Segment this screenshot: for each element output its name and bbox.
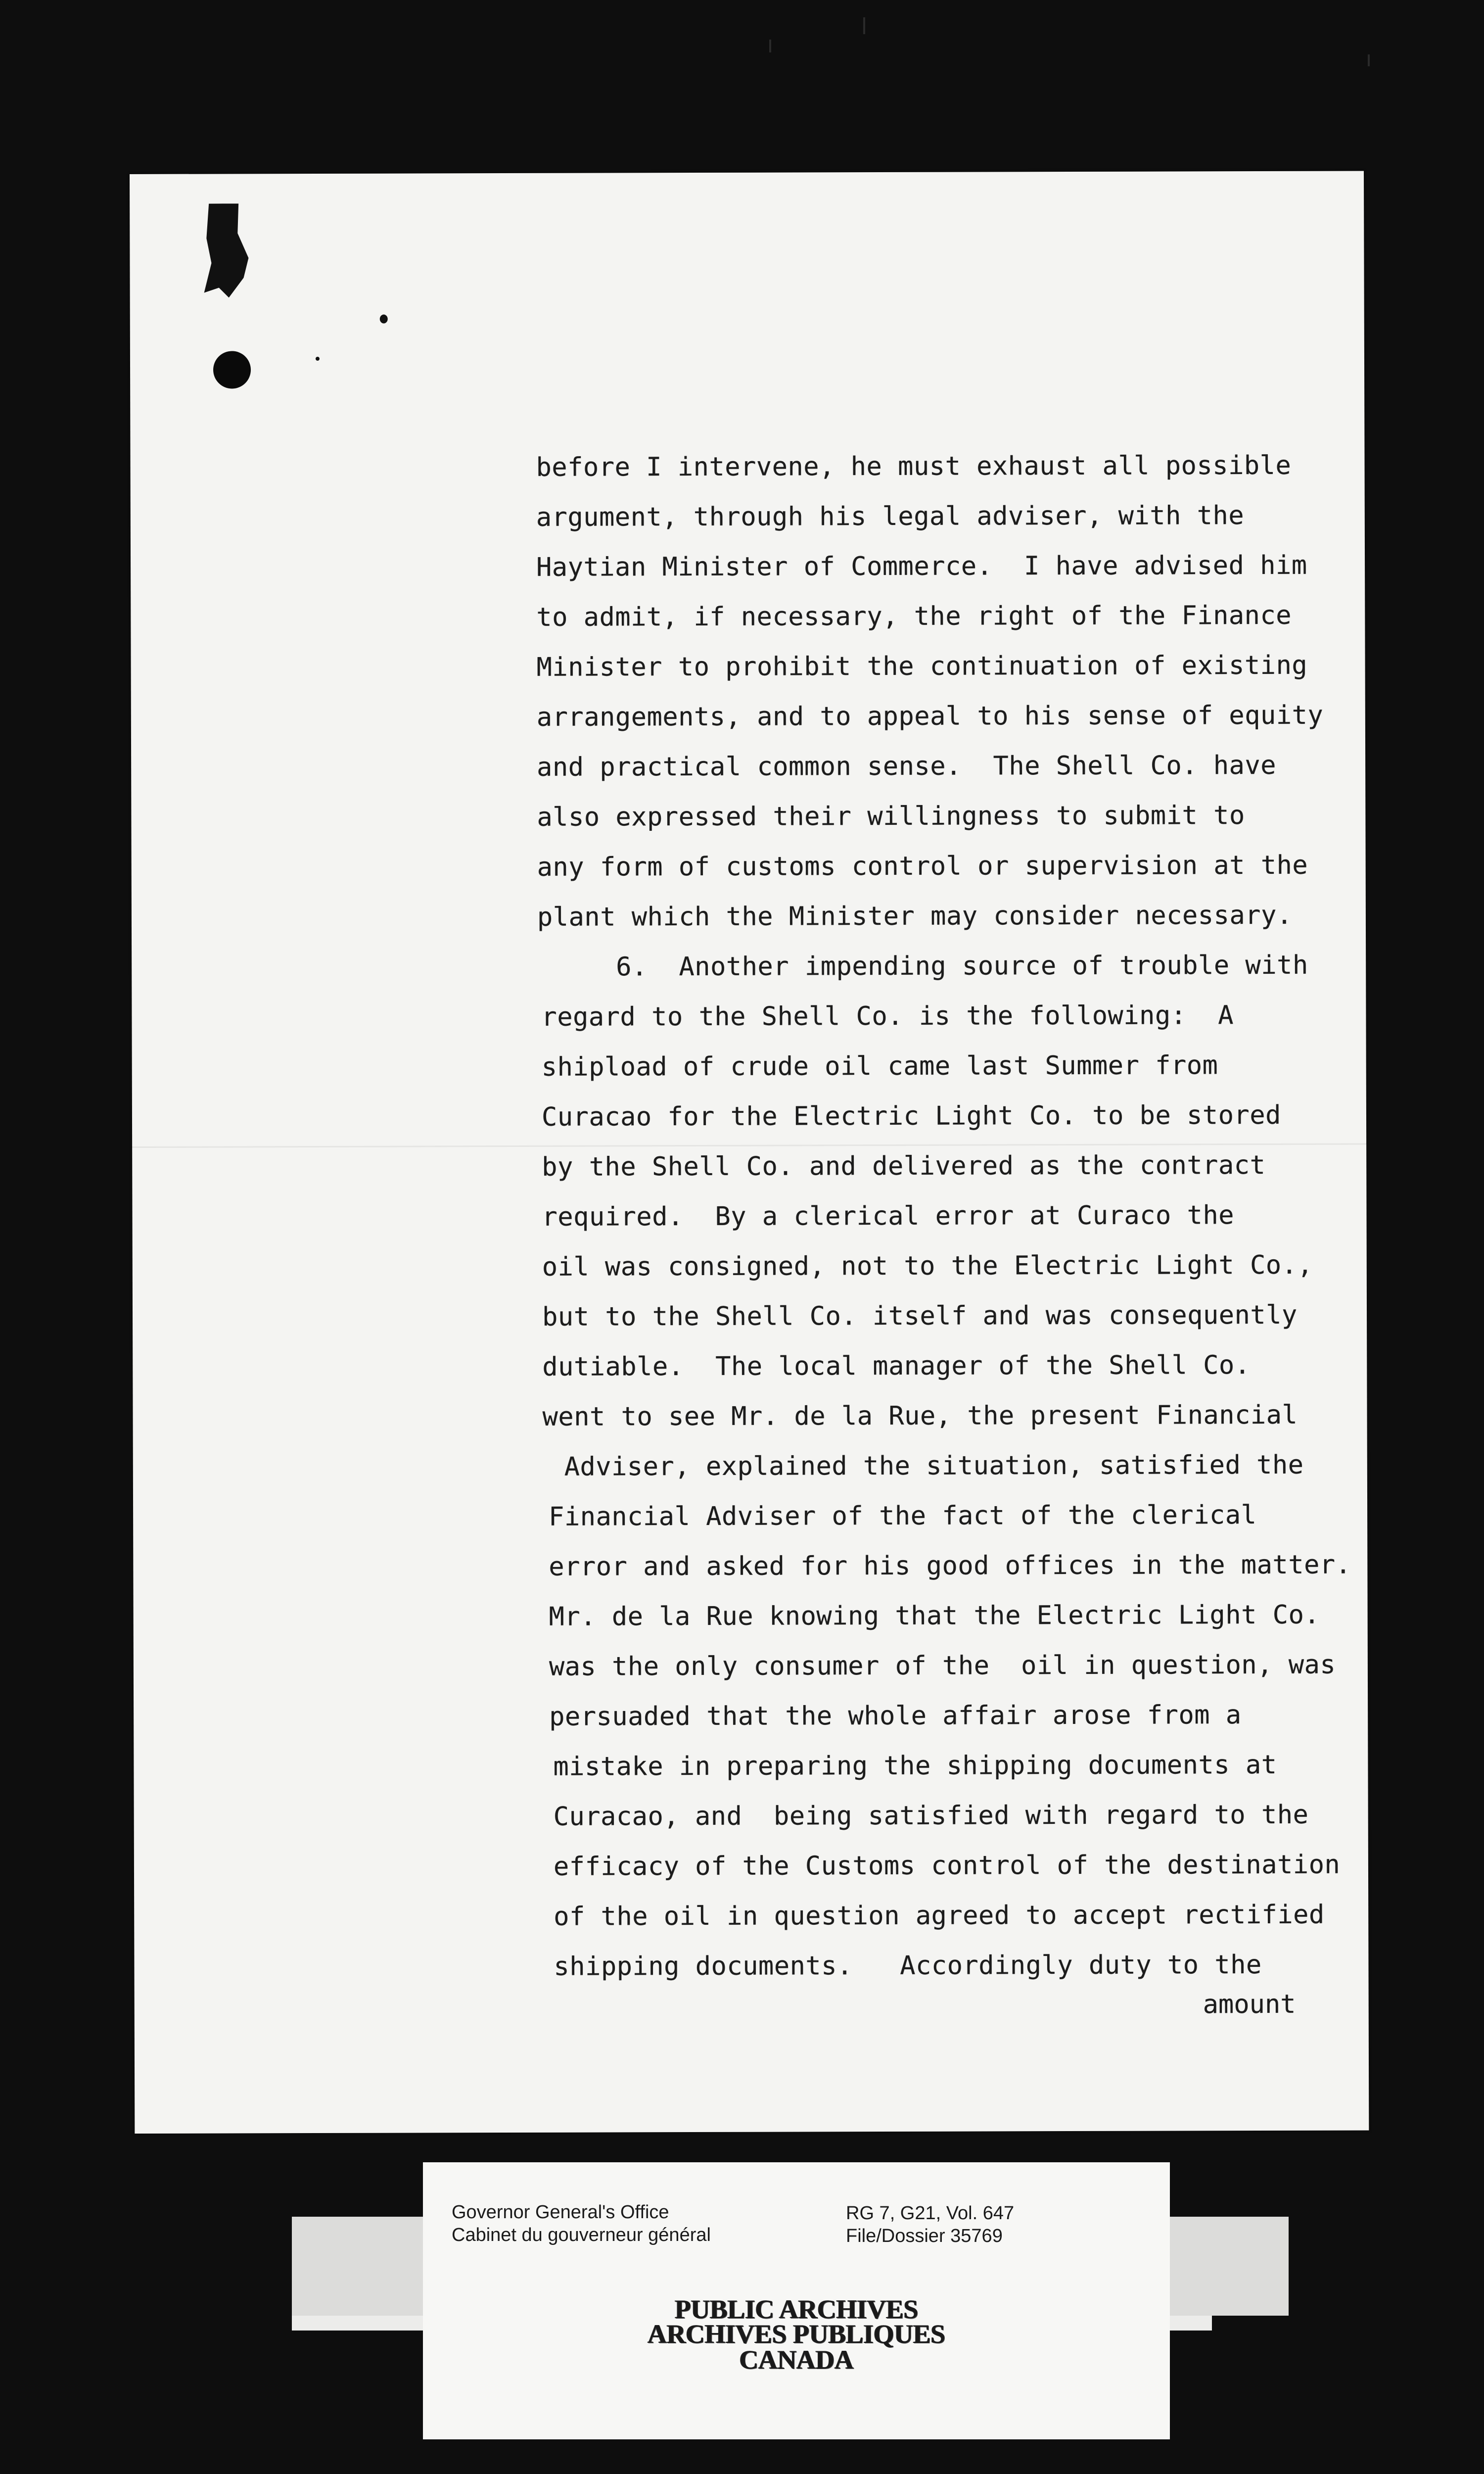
text-line: Financial Adviser of the fact of the clerical (549, 1500, 1257, 1532)
label-mount-left (292, 2217, 425, 2316)
text-line: error and asked for his good offices in the matter. (549, 1550, 1351, 1582)
text-line: plant which the Minister may consider necessary. (537, 900, 1293, 932)
text-line: also expressed their willingness to submit to (537, 801, 1245, 832)
text-line: Curacao for the Electric Light Co. to be stored (541, 1100, 1281, 1132)
text-line: dutiable. The local manager of the Shell Co. (542, 1350, 1251, 1382)
archive-label (423, 2162, 1170, 2415)
office-name-fr: Cabinet du gouverneur général (452, 2225, 711, 2245)
scan-speck (769, 40, 771, 52)
text-line: arrangements, and to appeal to his sense of equity (536, 700, 1324, 732)
text-line: Adviser, explained the situation, satisfied the (548, 1450, 1304, 1482)
text-line: to admit, if necessary, the right of the Finance (536, 600, 1292, 632)
archive-stamp-line-1: PUBLIC ARCHIVES (674, 2294, 919, 2324)
scan-speck (863, 17, 865, 34)
file-number: File/Dossier 35769 (846, 2226, 1003, 2246)
text-line: efficacy of the Customs control of the destination (553, 1850, 1341, 1882)
text-line: any form of customs control or supervision at the (537, 850, 1308, 882)
archive-stamp-line-2: ARCHIVES PUBLIQUES (648, 2319, 945, 2349)
text-line: required. By a clerical error at Curaco the (542, 1200, 1235, 1232)
text-line: before I intervene, he must exhaust all possible (536, 450, 1292, 482)
text-line: argument, through his legal adviser, with the (536, 501, 1245, 532)
ink-speck (380, 315, 388, 324)
text-line: mistake in preparing the shipping documents at (553, 1750, 1277, 1782)
text-line: Curacao, and being satisfied with regard to the (553, 1800, 1309, 1832)
record-group-reference: RG 7, G21, Vol. 647 (846, 2203, 1015, 2224)
text-line: and practical common sense. The Shell Co. have (537, 750, 1277, 782)
text-line: but to the Shell Co. itself and was consequently (542, 1300, 1298, 1332)
text-line: Haytian Minister of Commerce. I have advised him (536, 550, 1307, 582)
text-line: was the only consumer of the oil in question, was (549, 1650, 1336, 1682)
text-line: of the oil in question agreed to accept rectified (554, 1900, 1325, 1932)
text-line: went to see Mr. de la Rue, the present Financial (542, 1400, 1298, 1432)
label-mount-right (1167, 2217, 1289, 2316)
text-line: 6. Another impending source of trouble with (537, 950, 1308, 982)
scan-speck (1368, 54, 1370, 66)
text-line: oil was consigned, not to the Electric Light Co., (542, 1250, 1313, 1282)
document-page (130, 171, 1369, 2134)
text-line: shipping documents. Accordingly duty to the (554, 1950, 1262, 1982)
typed-letter-body (536, 450, 1351, 2020)
ink-speck (316, 357, 320, 361)
text-line: persuaded that the whole affair arose from a (549, 1700, 1242, 1732)
catchword: amount (1203, 1989, 1296, 2020)
text-line: Minister to prohibit the continuation of existing (536, 650, 1308, 682)
archive-label-strip (423, 2400, 1170, 2439)
text-line: shipload of crude oil came last Summer from (541, 1050, 1218, 1082)
text-line: by the Shell Co. and delivered as the contract (542, 1150, 1266, 1182)
text-line: Mr. de la Rue knowing that the Electric Light Co. (549, 1600, 1320, 1632)
archive-stamp-line-3: CANADA (739, 2345, 854, 2375)
office-name-en: Governor General's Office (452, 2202, 669, 2223)
text-line: regard to the Shell Co. is the following: A (541, 1000, 1234, 1032)
punch-hole (213, 351, 251, 388)
